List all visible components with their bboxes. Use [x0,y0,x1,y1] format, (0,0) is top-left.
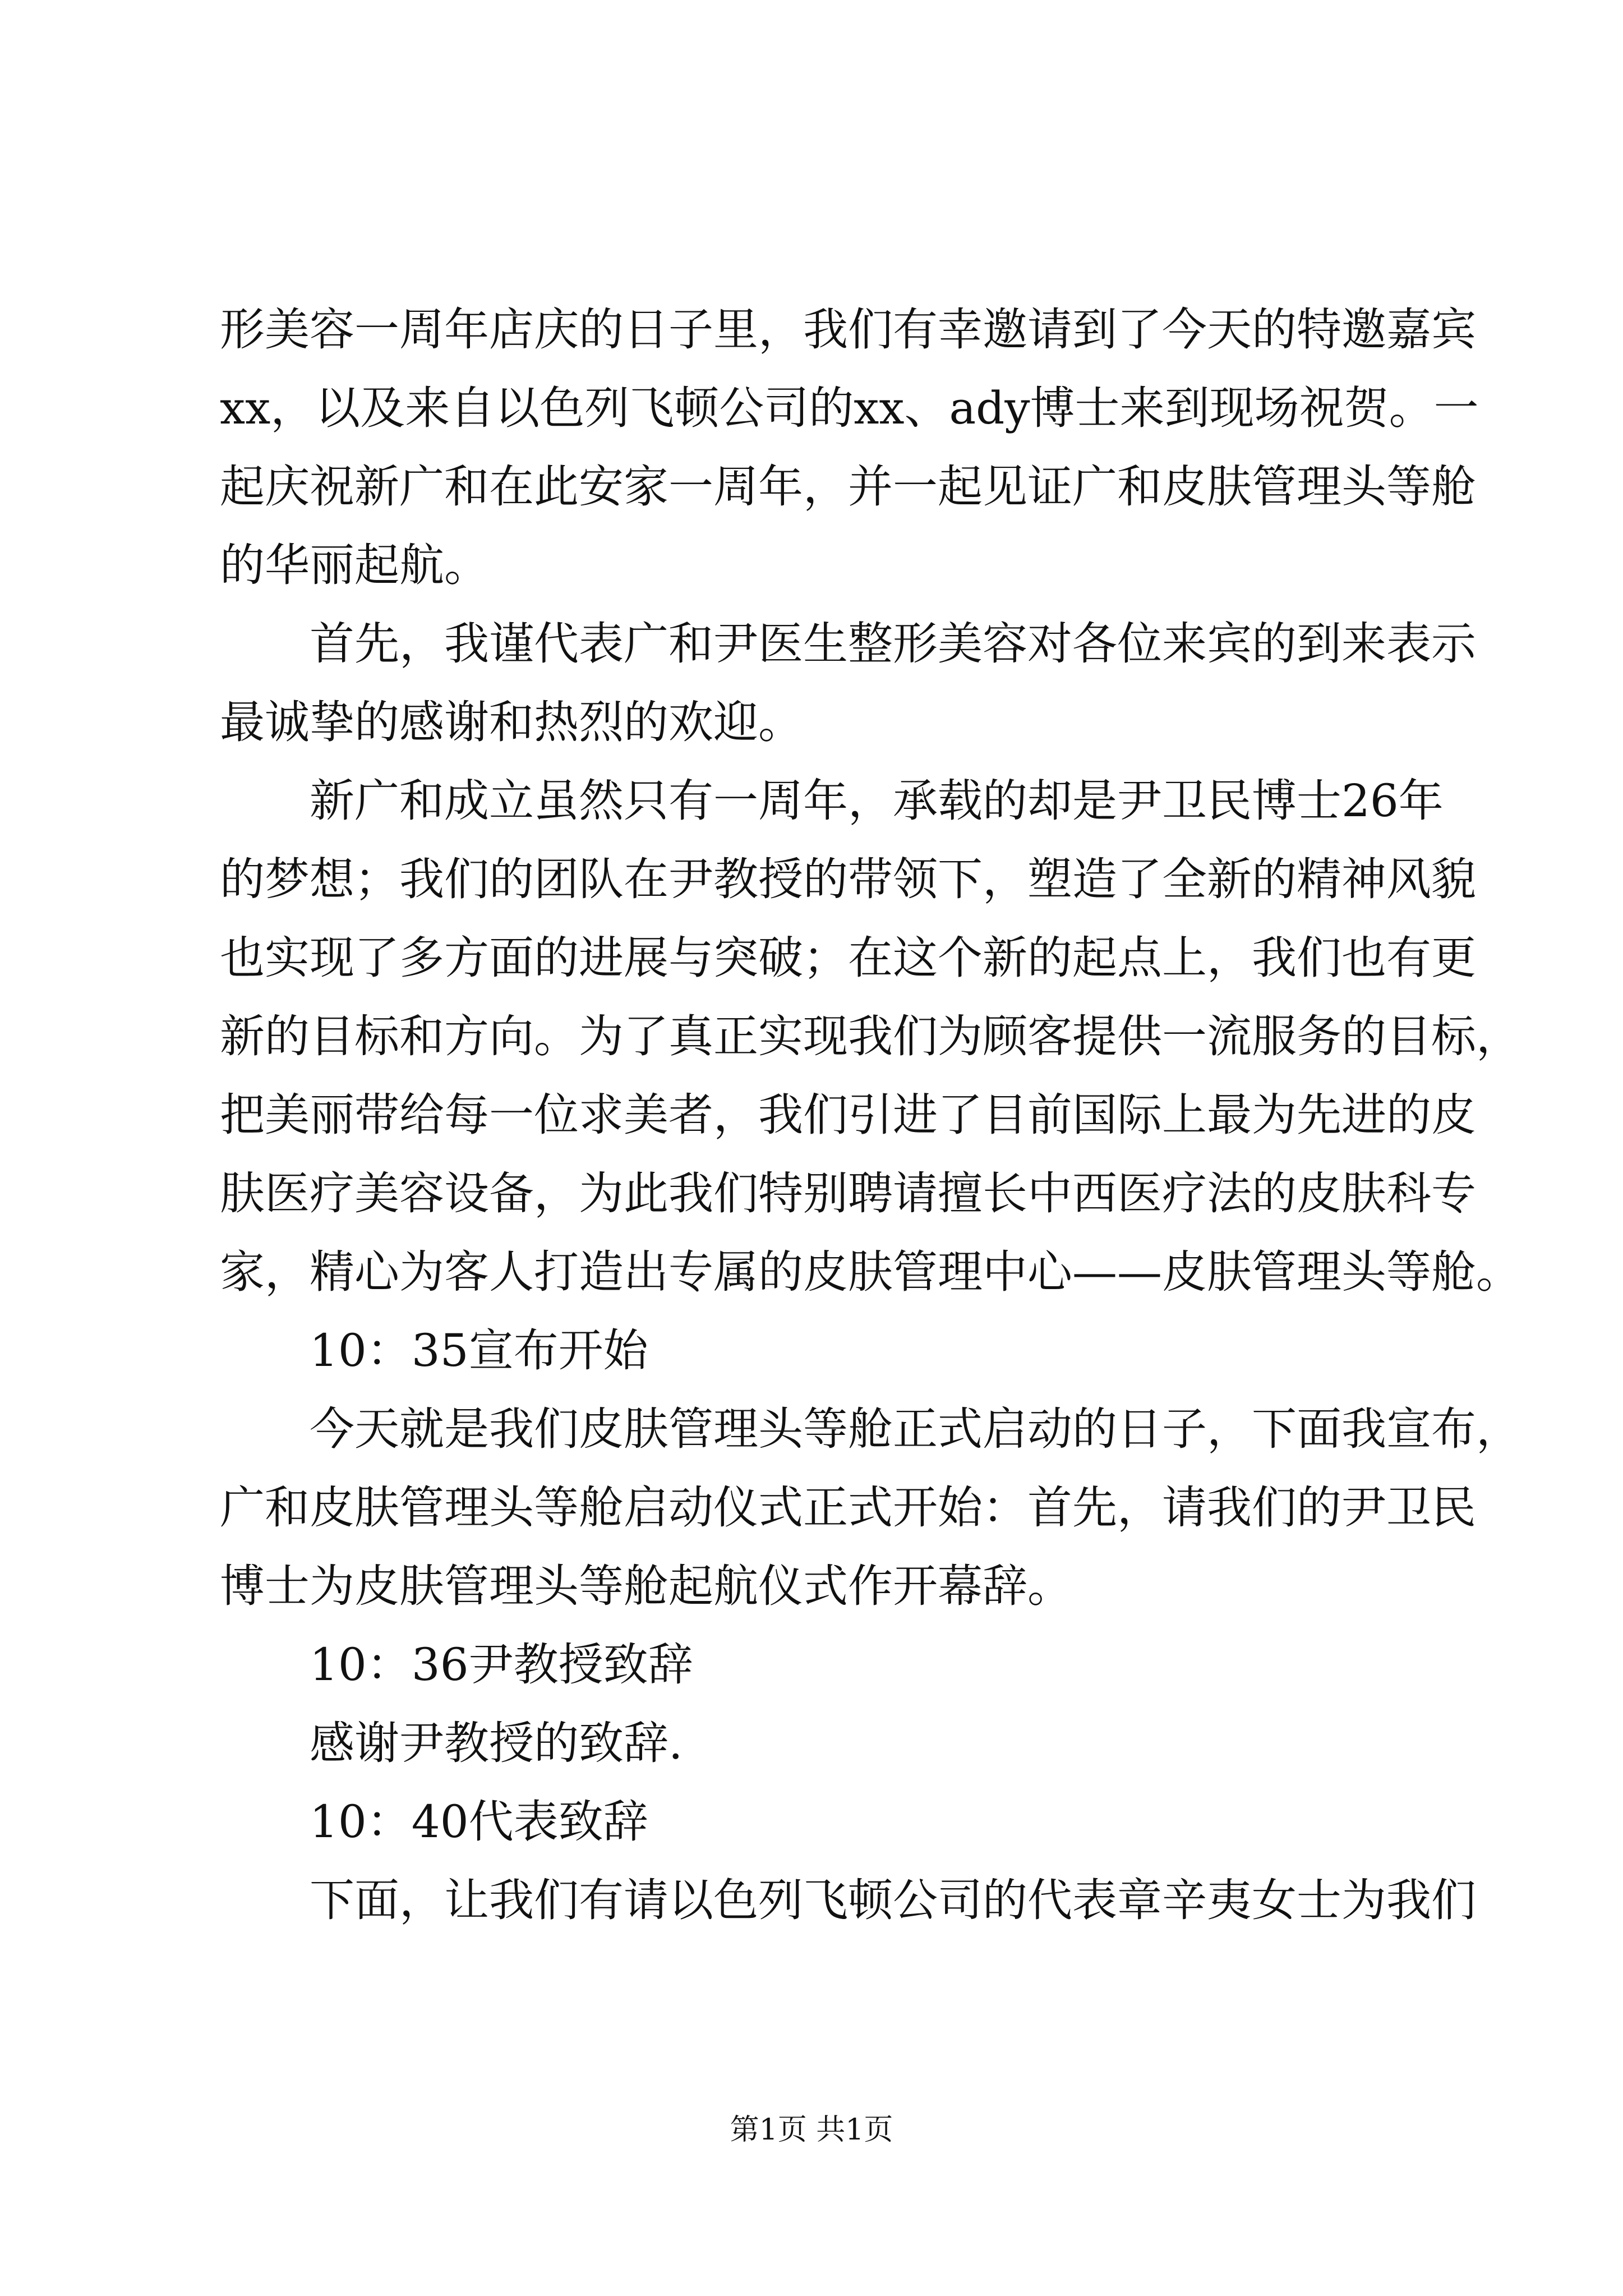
paragraph-line: 的华丽起航。 [220,539,489,591]
page-number-footer: 第1页 共1页 [730,2113,893,2147]
paragraph-line: 最诚挚的感谢和热烈的欢迎。 [220,696,803,748]
paragraph-line: 把美丽带给每一位求美者，我们引进了目前国际上最为先进的皮 [220,1089,1476,1141]
schedule-time-heading: 10：35宣布开始 [310,1324,648,1377]
paragraph-line: 首先，我谨代表广和尹医生整形美容对各位来宾的到来表示 [310,618,1476,670]
paragraph-line: 的梦想；我们的团队在尹教授的带领下，塑造了全新的精神风貌 [220,853,1476,905]
paragraph-line: 今天就是我们皮肤管理头等舱正式启动的日子，下面我宣布， [310,1403,1521,1455]
paragraph-line: xx，以及来自以色列飞顿公司的xx、ady博士来到现场祝贺。一 [220,382,1479,434]
paragraph-line: 下面，让我们有请以色列飞顿公司的代表章辛夷女士为我们 [310,1874,1476,1926]
paragraph-line: 新的目标和方向。为了真正实现我们为顾客提供一流服务的目标， [220,1010,1521,1062]
paragraph-line: 也实现了多方面的进展与突破；在这个新的起点上，我们也有更 [220,932,1476,984]
paragraph-line: 感谢尹教授的致辞. [310,1717,683,1769]
paragraph-line: 家，精心为客人打造出专属的皮肤管理中心——皮肤管理头等舱。 [220,1246,1521,1298]
paragraph-line: 起庆祝新广和在此安家一周年，并一起见证广和皮肤管理头等舱 [220,461,1476,513]
paragraph-line: 新广和成立虽然只有一周年，承载的却是尹卫民博士26年 [310,775,1444,827]
document-body [220,291,1521,1940]
schedule-time-heading: 10：36尹教授致辞 [310,1639,693,1691]
paragraph-line: 肤医疗美容设备，为此我们特别聘请擅长中西医疗法的皮肤科专 [220,1167,1476,1220]
paragraph-line: 博士为皮肤管理头等舱起航仪式作开幕辞。 [220,1560,1072,1612]
schedule-time-heading: 10：40代表致辞 [310,1796,648,1848]
paragraph-line: 广和皮肤管理头等舱启动仪式正式开始：首先，请我们的尹卫民 [220,1481,1476,1534]
paragraph-line: 形美容一周年店庆的日子里，我们有幸邀请到了今天的特邀嘉宾 [220,303,1476,356]
